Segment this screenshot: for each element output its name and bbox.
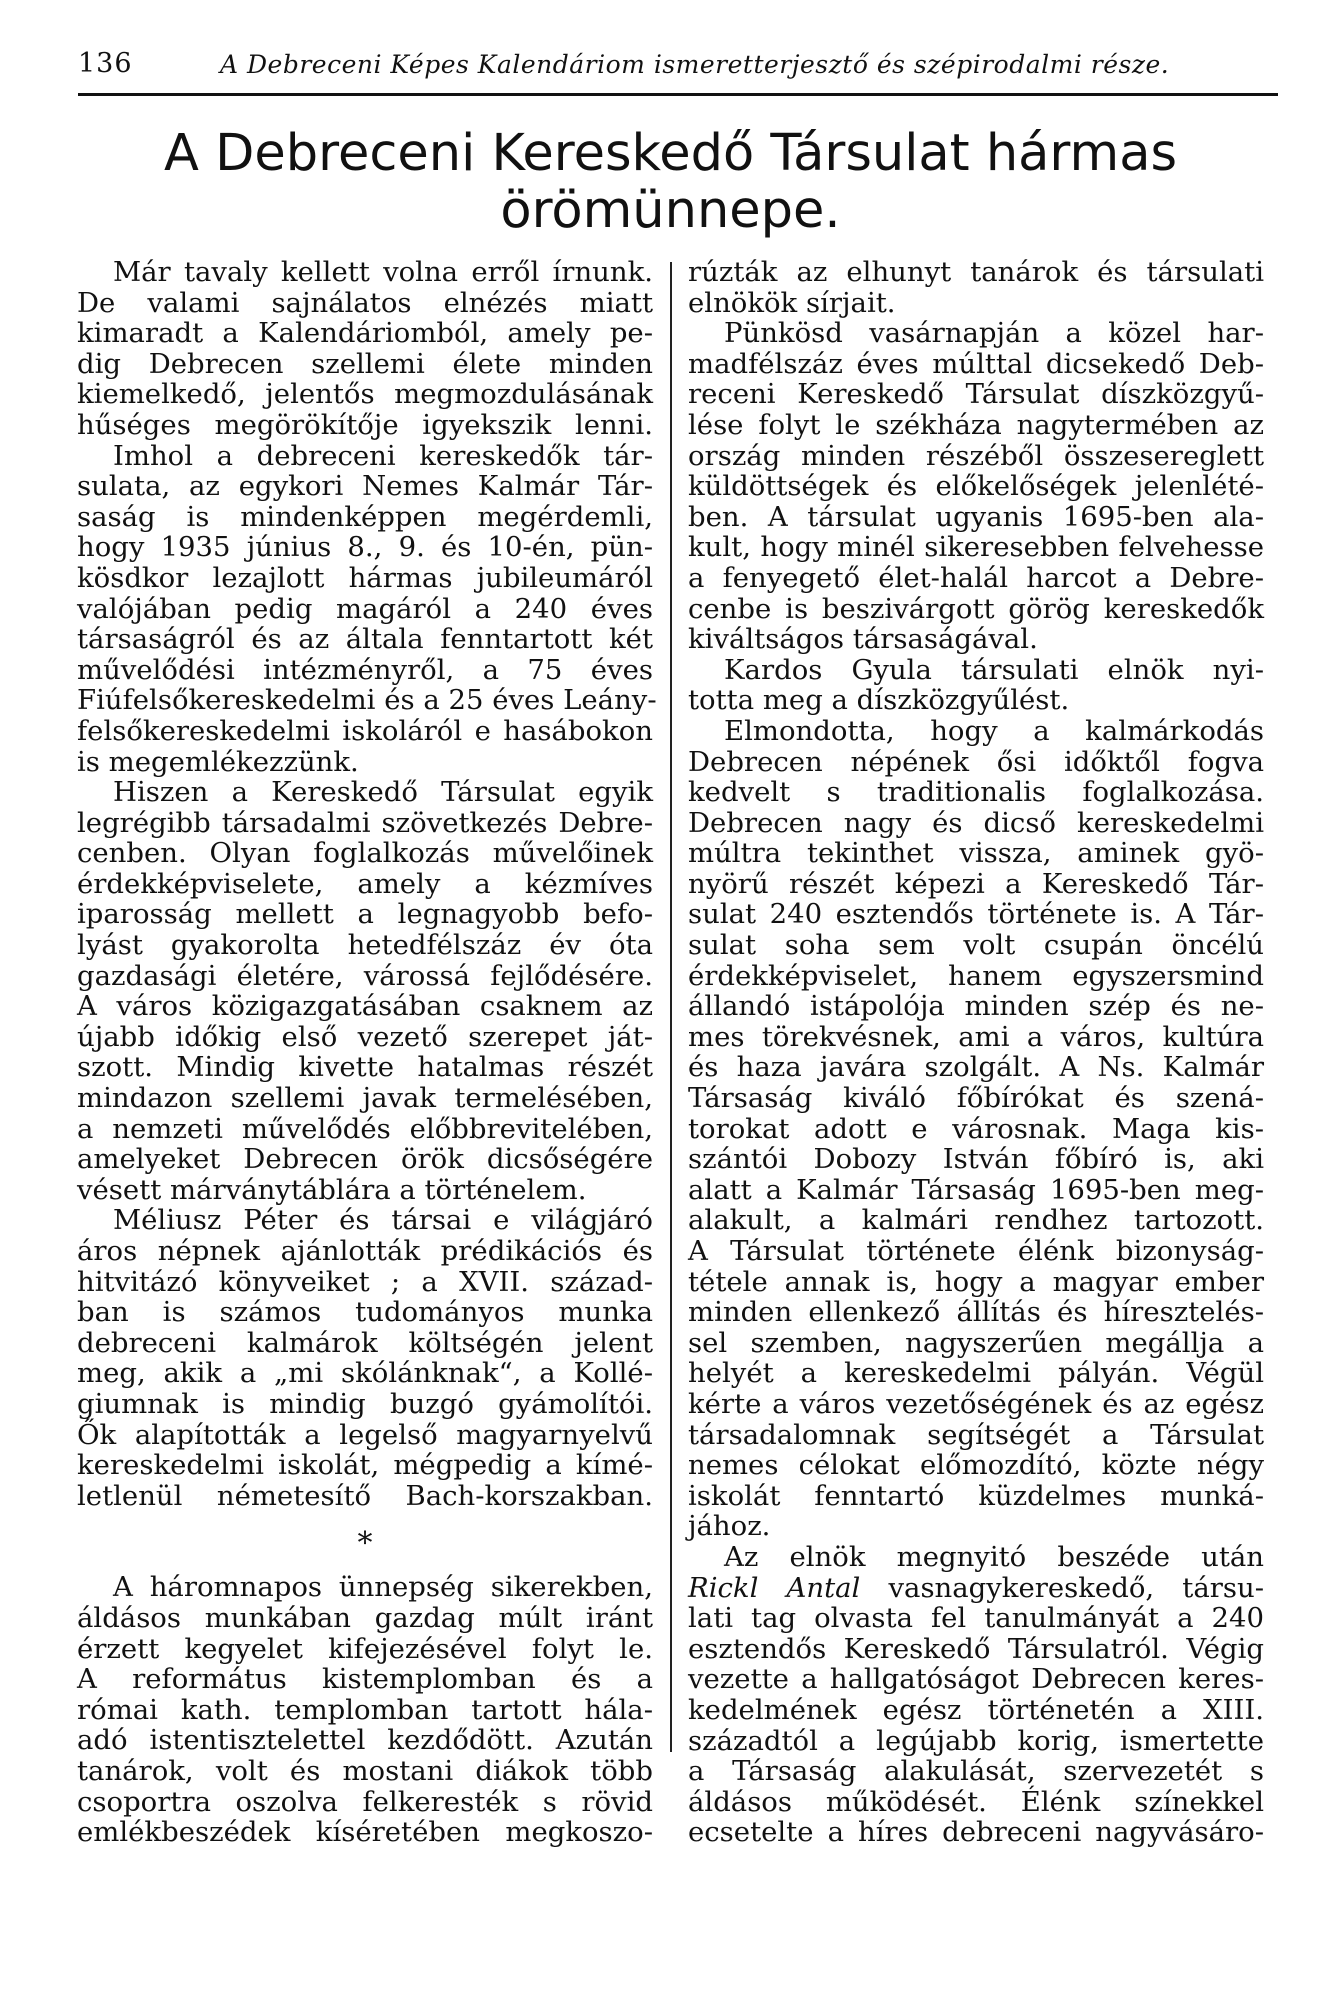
text-line: A háromnapos ünnepség sikerekben, xyxy=(113,1571,653,1604)
text-line: művelődési intézményről, a 75 éves xyxy=(77,653,653,686)
text-line: Imhol a debreceni kereskedők tár- xyxy=(113,439,653,472)
text-line: áros népnek ajánlották prédikációs és xyxy=(77,1235,653,1267)
text-line: nyörű részét képezi a Kereskedő Tár- xyxy=(688,867,1264,900)
text-line: meg, akik a „mi skólánknak“, a Kollé- xyxy=(77,1357,653,1390)
text-line: Elmondotta, hogy a kalmárkodás xyxy=(724,714,1264,747)
text-line: Debrecen nagy és dicső kereskedelmi xyxy=(688,806,1264,839)
text-line: a fenyegető élet-halál harcot a Debre- xyxy=(688,561,1264,594)
text-line: Már tavaly kellett volna erről írnunk. xyxy=(113,256,653,288)
text-line: kiemelkedő, jelentős megmozdulásának xyxy=(77,378,653,411)
text-line: kult, hogy minél sikeresebben felvehesse xyxy=(688,531,1264,564)
text-line: a Társaság alakulását, szervezetét s xyxy=(688,1755,1264,1788)
text-line: letlenül németesítő Bach-korszakban. xyxy=(77,1479,653,1512)
text-line: legrégibb társadalmi szövetkezés Debre- xyxy=(77,806,653,839)
text-line: De valami sajnálatos elnézés miatt xyxy=(77,286,653,319)
text-line: lati tag olvasta fel tanulmányát a 240 xyxy=(688,1602,1264,1635)
text-line: saság is mindenképpen megérdemli, xyxy=(77,500,653,533)
text-line: kérte a város vezetőségének és az egész xyxy=(688,1387,1264,1420)
text-line: lése folyt le székháza nagytermében az xyxy=(688,408,1264,441)
column-divider xyxy=(670,262,672,1752)
text-line: küldöttségek és előkelőségek jelenlété- xyxy=(688,470,1264,503)
text-line: A város közigazgatásában csaknem az xyxy=(77,990,653,1023)
text-line: rúzták az elhunyt tanárok és társulati xyxy=(688,256,1264,288)
text-line: kedelmének egész történetén a XIII. xyxy=(688,1693,1264,1726)
text-line: emlékbeszédek kíséretében megkoszo- xyxy=(77,1816,653,1849)
text-line: A református kistemplomban és a xyxy=(77,1663,653,1696)
text-line: hitvitázó könyveiket ; a XVII. század- xyxy=(77,1265,653,1298)
text-line: helyét a kereskedelmi pályán. Végül xyxy=(688,1357,1264,1390)
text-line: valójában pedig magáról a 240 éves xyxy=(77,592,653,625)
text-line: alakult, a kalmári rendhez tartozott. xyxy=(688,1204,1264,1237)
text-line: amelyeket Debrecen örök dicsőségére xyxy=(77,1143,653,1176)
text-line: századtól a legújabb korig, ismertette xyxy=(688,1724,1264,1757)
text-line: ben. A társulat ugyanis 1695-ben ala- xyxy=(688,500,1264,533)
text-line: sulat 240 esztendős története is. A Tár- xyxy=(688,898,1264,931)
page-number: 136 xyxy=(78,48,133,79)
text-line: cenbe is beszivárgott görög kereskedők xyxy=(688,592,1264,625)
text-line: római kath. templomban tartott hála- xyxy=(77,1693,653,1726)
text-line: torokat adott e városnak. Maga kis- xyxy=(688,1112,1264,1145)
text-line: ország minden részéből összesereglett xyxy=(688,439,1264,472)
text-line: érzett kegyelet kifejezésével folyt le. xyxy=(77,1632,653,1665)
article-title-line: A Debreceni Kereskedő Társulat hármas xyxy=(163,124,1178,183)
text-line: sulata, az egykori Nemes Kalmár Tár- xyxy=(77,470,653,503)
text-line: kedvelt s traditionalis foglalkozása. xyxy=(688,776,1264,809)
text-line: kereskedelmi iskolát, mégpedig a kímé- xyxy=(77,1449,653,1482)
text-line: csoportra oszolva felkeresték s rövid xyxy=(77,1785,653,1818)
text-line xyxy=(688,1573,1264,1604)
header-rule xyxy=(78,93,1278,96)
text-line: receni Kereskedő Társulat díszközgyű- xyxy=(688,378,1264,411)
text-line: és haza javára szolgált. A Ns. Kalmár xyxy=(688,1051,1264,1084)
text-line: iparosság mellett a legnagyobb befo- xyxy=(77,898,653,931)
text-line: mes törekvésnek, ami a város, kultúra xyxy=(688,1020,1264,1053)
text-line: állandó istápolója minden szép és ne- xyxy=(688,990,1264,1023)
section-separator: * xyxy=(357,1526,373,1562)
text-line: adó istentisztelettel kezdődött. Azután xyxy=(77,1724,653,1757)
running-title: A Debreceni Képes Kalendáriom ismeretterjesztő és szépirodalmi része. xyxy=(220,50,1170,79)
text-line: ban is számos tudományos munka xyxy=(77,1296,653,1329)
text-line: hogy 1935 június 8., 9. és 10-én, pün- xyxy=(77,531,653,564)
text-line: Ők alapították a legelső magyarnyelvű xyxy=(77,1418,653,1451)
running-head xyxy=(78,48,1278,88)
text-line: iskolát fenntartó küzdelmes munká- xyxy=(688,1479,1264,1512)
text-line: kimaradt a Kalendáriomból, amely pe- xyxy=(77,317,653,350)
text-line: sel szemben, nagyszerűen megállja a xyxy=(688,1326,1264,1359)
text-line: érdekképviselete, amely a kézmíves xyxy=(77,867,653,900)
text-line: Méliusz Péter és társai e világjáró xyxy=(113,1204,653,1237)
text-line: kiváltságos társaságával. xyxy=(688,623,1038,656)
person-name: Rickl Antal xyxy=(688,1571,861,1604)
text-line: múltra tekinthet vissza, aminek gyö- xyxy=(688,837,1264,870)
text-line: gazdasági életére, várossá fejlődésére. xyxy=(77,959,653,992)
text-line: Fiúfelsőkereskedelmi és a 25 éves Leány- xyxy=(77,684,657,717)
text-line: mindazon szellemi javak termelésében, xyxy=(77,1082,653,1115)
article-title-line: örömünnepe. xyxy=(500,181,841,240)
text-line: áldásos munkában gazdag múlt iránt xyxy=(77,1601,653,1634)
text-line: is megemlékezzünk. xyxy=(77,745,359,778)
text-line: A Társulat története élénk bizonyság- xyxy=(688,1235,1264,1267)
text-line: társaságról és az általa fenntartott két xyxy=(77,623,653,656)
text-line: érdekképviselet, hanem egyszersmind xyxy=(688,959,1264,992)
text-line: nemes célokat előmozdító, közte négy xyxy=(688,1449,1264,1482)
text-line: felsőkereskedelmi iskoláról e hasábokon xyxy=(77,714,653,747)
text-line: Kardos Gyula társulati elnök nyi- xyxy=(724,653,1264,686)
text-line: dig Debrecen szellemi élete minden xyxy=(77,347,653,380)
text-line: Debrecen népének ősi időktől fogva xyxy=(688,745,1264,778)
left-column xyxy=(77,256,657,1849)
text-line: újabb időkig első vezető szerepet ját- xyxy=(77,1020,653,1053)
text-line: totta meg a díszközgyűlést. xyxy=(688,684,1070,717)
text-line: madfélszáz éves múlttal dicsekedő Deb- xyxy=(688,347,1264,380)
text-line: társadalomnak segítségét a Társulat xyxy=(688,1418,1264,1451)
text-line: vezette a hallgatóságot Debrecen keres- xyxy=(688,1663,1264,1696)
text-line: áldásos működését. Élénk színekkel xyxy=(688,1785,1264,1818)
text-line: a nemzeti művelődés előbbrevitelében, xyxy=(77,1112,653,1145)
text-line: Az elnök megnyitó beszéde után xyxy=(724,1540,1264,1573)
text-line: tanárok, volt és mostani diákok több xyxy=(77,1754,653,1787)
text-line: lyást gyakorolta hetedfélszáz év óta xyxy=(77,929,653,962)
right-column xyxy=(688,257,1264,1848)
text-line: jához. xyxy=(688,1510,771,1543)
text-line: Társaság kiváló főbírókat és szená- xyxy=(688,1082,1264,1115)
text-line: giumnak is mindig buzgó gyámolítói. xyxy=(77,1387,653,1420)
text-line: tétele annak is, hogy a magyar ember xyxy=(688,1265,1264,1298)
text-line: szántói Dobozy István főbíró is, aki xyxy=(688,1143,1264,1176)
text-line: hűséges megörökítője igyekszik lenni. xyxy=(77,408,653,441)
text-line: Hiszen a Kereskedő Társulat egyik xyxy=(113,776,653,809)
text-line: esztendős Kereskedő Társulatról. Végig xyxy=(688,1632,1264,1665)
text-fragment: vasnagykereskedő, társu- xyxy=(860,1571,1264,1604)
article-title xyxy=(0,125,1341,239)
text-line: elnökök sírjait. xyxy=(688,286,896,319)
text-line: sulat soha sem volt csupán öncélú xyxy=(688,929,1264,962)
text-line: vésett márványtáblára a történelem. xyxy=(77,1173,587,1206)
text-line: Pünkösd vasárnapján a közel har- xyxy=(724,317,1264,350)
text-line: szott. Mindig kivette hatalmas részét xyxy=(77,1051,653,1084)
text-line: kösdkor lezajlott hármas jubileumáról xyxy=(77,561,653,594)
text-line: minden ellenkező állítás és híresztelés- xyxy=(688,1296,1264,1329)
text-line: debreceni kalmárok költségén jelent xyxy=(77,1326,653,1359)
text-line: ecsetelte a híres debreceni nagyvásáro- xyxy=(688,1816,1264,1849)
text-line: cenben. Olyan foglalkozás művelőinek xyxy=(77,837,653,870)
text-line: alatt a Kalmár Társaság 1695-ben meg- xyxy=(688,1173,1264,1206)
